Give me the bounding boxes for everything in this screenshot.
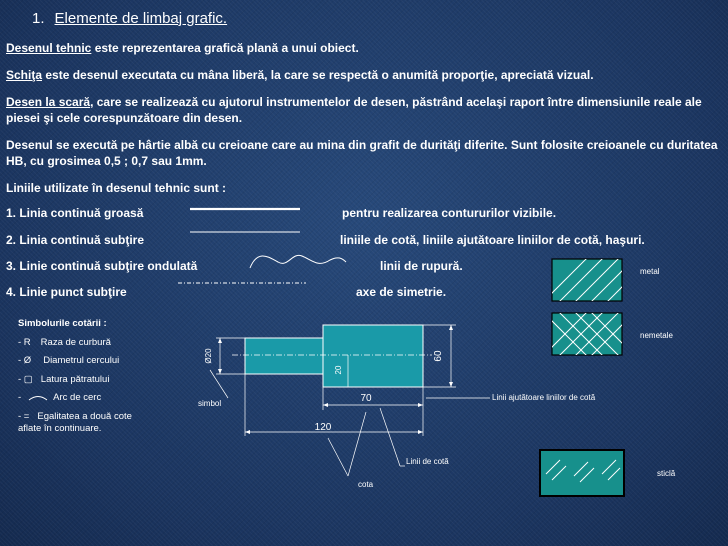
dim-label-60: 60 <box>433 350 444 362</box>
label-auxiliary-lines: Linii ajutătoare liniilor de cotă <box>492 393 596 402</box>
term-technical-drawing: Desenul tehnic <box>6 41 92 55</box>
hatch-label-glass: sticlă <box>657 469 676 478</box>
symbol-code: - ▢ <box>18 374 33 385</box>
dim-label-120: 120 <box>314 422 332 433</box>
symbol-description: Raza de curbură <box>40 337 111 348</box>
pencil-paragraph: Desenul se execută pe hârtie albă cu creioane care au mina din grafit de durităţi diferite. Sunt folosite creioanele cu duritatea HB, cu grosimea 0,5 ; 0,7 sau 1mm. <box>6 138 718 168</box>
line-type-use: linii de rupură. <box>380 259 463 273</box>
dim-label-20: 20 <box>334 365 343 375</box>
label-dimension-lines: Linii de cotă <box>406 457 449 466</box>
term-scale-drawing: Desen la scară <box>6 95 91 109</box>
label-simbol: simbol <box>198 399 222 408</box>
line-type-label: 3. Linie continuă subţire ondulată <box>6 259 198 273</box>
symbol-code: - Ø <box>18 355 32 366</box>
term-sketch: Schiţa <box>6 68 43 82</box>
definition-text: , care se realizează cu ajutorul instrumentelor de desen, păstrând acelaşi raport între dimensiunile reale ale piesei şi cele corespunzătoare din desen. <box>6 95 702 125</box>
line-type-use: liniile de cotă, liniile ajutătoare liniilor de cotă, haşuri. <box>340 233 645 247</box>
symbol-equality-continued: aflate în continuare. <box>18 423 102 434</box>
definition-text: este reprezentarea grafică plană a unui obiect. <box>91 41 359 55</box>
hatch-glass <box>540 450 624 496</box>
symbol-description: Diametrul cercului <box>43 355 120 366</box>
label-cota: cota <box>358 480 374 489</box>
definition-text: este desenul executata cu mâna liberă, la care se respectă o anumită proporţie, apreciată vizual. <box>42 68 594 82</box>
symbol-description: Arc de cerc <box>53 392 102 403</box>
line-type-use: axe de simetrie. <box>356 285 447 299</box>
line-type-label: 2. Linia continuă subţire <box>6 233 145 247</box>
hatch-label-metal: metal <box>640 267 660 276</box>
symbol-code: - R <box>18 337 31 348</box>
symbol-code: - <box>18 392 22 403</box>
title-text: Elemente de limbaj grafic. <box>54 10 228 27</box>
hatch-label-nonmetal: nemetale <box>640 331 673 340</box>
line-type-use: pentru realizarea contururilor vizibile. <box>342 206 557 220</box>
symbols-title: Simbolurile cotării : <box>18 318 107 329</box>
symbol-code: - = <box>18 411 30 422</box>
line-type-label: 1. Linia continuă groasă <box>6 206 144 220</box>
symbol-description: Egalitatea a două cote <box>37 411 132 422</box>
line-type-label: 4. Linie punct subţire <box>6 285 127 299</box>
lines-intro: Liniile utilizate în desenul tehnic sunt : <box>6 181 227 195</box>
dim-label-70: 70 <box>360 393 372 404</box>
symbol-description: Latura pătratului <box>40 374 110 385</box>
dim-label-phi20: Ø20 <box>204 348 213 364</box>
title-number: 1. <box>32 10 45 27</box>
